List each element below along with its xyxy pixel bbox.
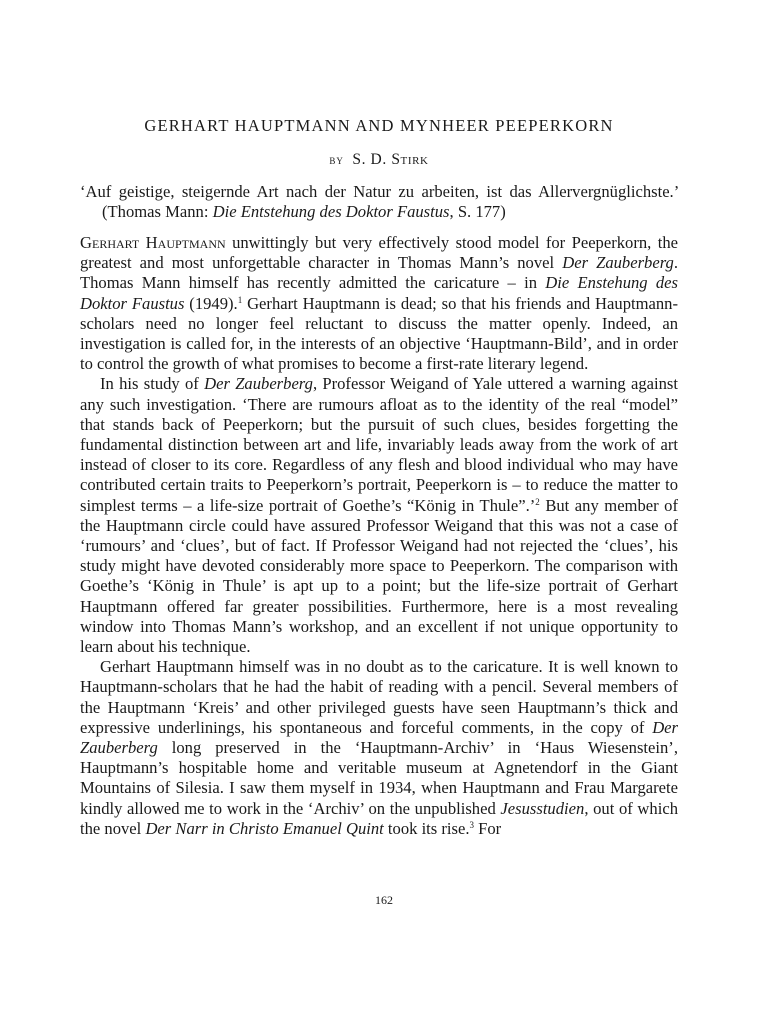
paragraph-text: long preserved in the ‘Hauptmann-Archiv’ in ‘Haus Wiesenstein’, Hauptmann’s hospitable home and veritable museum at Agnetendorf in the Giant Mountains of Silesia. I saw them myself in 1934, when Hauptmann and Frau Margarete kindly allowed me to work in the ‘Archiv’ on the unpublished	[80, 738, 678, 818]
epigraph	[80, 182, 678, 222]
author-surname: Stirk	[391, 151, 429, 168]
paragraph-text: unwittingly but very effectively stood model for Peeperkorn, the greatest and most unforgettable character in Thomas Mann’s novel	[80, 233, 678, 273]
paragraph-text: , Professor Weigand of Yale uttered a warning against any such investigation. ‘There are rumours afloat as to the identity of the real “model” that stands back of Peeperkorn; but the pursuit of such clues, besides forgetting the fundamental distinction between art and life, invariably leads away from the work of art instead of closer to its core. Regardless of any flesh and blood individual who may have contributed certain traits to Peeperkorn’s portrait, Peeperkorn is – to reduce the matter to simplest terms – a life-size portrait of Goethe’s “König in Thule”.’	[80, 374, 679, 515]
epigraph-source-prefix: (Thomas Mann:	[102, 202, 213, 221]
italic-title: Die Enstehung des Doktor Faustus	[80, 273, 678, 313]
italic-title: Der Zauberberg	[562, 253, 674, 273]
italic-title: Der Zauberberg	[80, 717, 678, 758]
italic-title: Jesusstudien	[500, 798, 585, 818]
paragraph-text: . Thomas Mann himself has recently admitted the caricature – in	[80, 253, 679, 293]
paragraph-lead: Gerhart Hauptmann	[80, 233, 226, 252]
paragraph-text: For	[474, 818, 502, 838]
paragraph-text: took its rise.	[383, 818, 470, 838]
epigraph-source-title: Die Entstehung des Doktor Faustus	[212, 202, 450, 221]
paragraph-text: In his study of	[100, 374, 205, 394]
paragraph-text: , out of which the novel	[80, 798, 678, 838]
paragraph-text: Gerhart Hauptmann is dead; so that his friends and Hauptmann-scholars need no longer feel reluctant to discuss the matter openly. Indeed, an investigation is called for, in the interests of an objective ‘Hauptmann-Bild’, and in order to control the growth of what promises to become a first-rate literary legend.	[80, 293, 678, 374]
article-page	[80, 112, 678, 839]
paragraph-text: Gerhart Hauptmann himself was in no doubt as to the caricature. It is well known to Hauptmann-scholars that he had the habit of reading with a pencil. Several members of the Hauptmann ‘Kreis’ and other privileged guests have seen Hauptmann’s thick and expressive underlinings, his spontaneous and forceful comments, in the copy of	[80, 657, 678, 737]
footnote-marker: 2	[535, 496, 540, 507]
article-title: GERHART HAUPTMANN AND MYNHEER PEEPERKORN	[144, 116, 614, 135]
epigraph-source-suffix: , S. 177)	[449, 202, 506, 221]
footnote-marker: 1	[237, 294, 243, 305]
paragraph-2	[80, 374, 678, 657]
paragraph-text: (1949).	[184, 293, 238, 313]
byline-by: by	[329, 153, 344, 167]
italic-title: Der Zauberberg	[204, 374, 313, 394]
paragraph-text: But any member of the Hauptmann circle could have assured Professor Weigand that this was not a case of ‘rumours’ and ‘clues’, but of fact. If Professor Weigand had not rejected the ‘clues’, his study might have devoted considerably more space to Peeperkorn. The comparison with Goethe’s ‘König in Thule’ is apt up to a point; but the life-size portrait of Gerhart Hauptmann offered far greater possibilities. Furthermore, here is a most revealing window into Thomas Mann’s workshop, and an excellent if not unique opportunity to learn about his technique.	[80, 495, 678, 657]
footnote-marker: 3	[469, 819, 474, 830]
page-number: 162	[375, 893, 393, 907]
paragraph-1	[80, 233, 678, 374]
epigraph-quote: ‘Auf geistige, steigernde Art nach der Natur zu arbeiten, ist das Allervergnüglichste.’	[80, 182, 678, 201]
author-initials: S. D.	[352, 151, 387, 168]
paragraph-3	[80, 657, 678, 839]
italic-title: Der Narr in Christo Emanuel Quint	[145, 818, 384, 838]
byline	[80, 150, 678, 170]
